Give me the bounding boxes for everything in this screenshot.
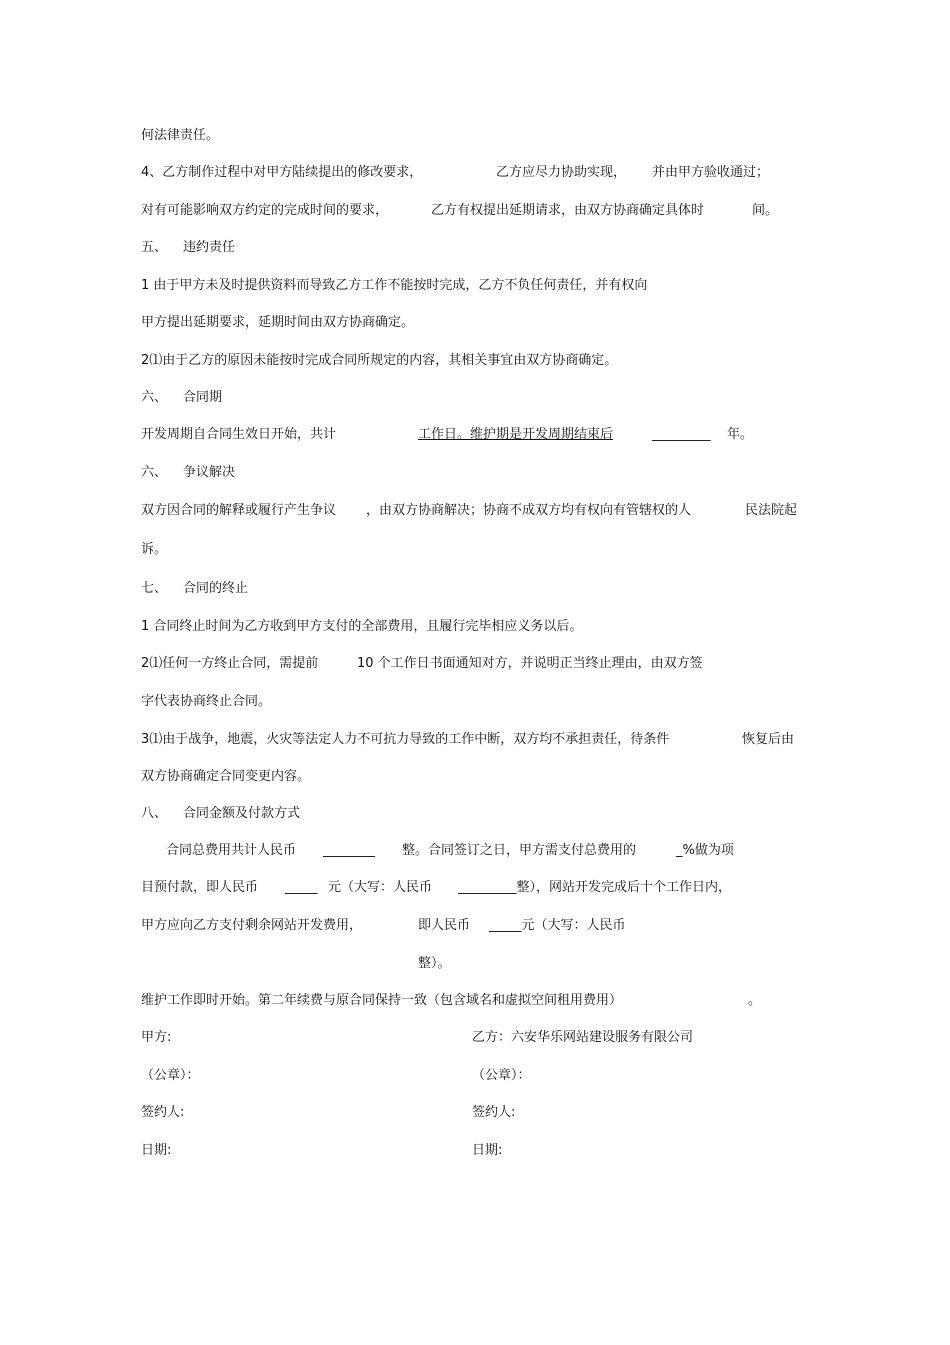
text-line: 甲方提出延期要求，延期时间由双方协商确定。: [141, 315, 415, 330]
text-line: 乙方应尽力协助实现，: [496, 165, 627, 180]
text-line: 合同总费用共计人民币: [166, 843, 297, 858]
blank-field: _________: [652, 427, 711, 442]
text-line: 开发周期自合同生效日开始，共计: [141, 427, 337, 442]
text-line: 2⑴任何一方终止合同，需提前: [141, 656, 319, 671]
text-line: 1 合同终止时间为乙方收到甲方支付的全部费用，且履行完毕相应义务以后。: [141, 619, 583, 634]
text-line: 并由甲方验收通过；: [652, 165, 770, 180]
section-title-7: 合同的终止: [183, 581, 249, 596]
section-title-6b: 争议解决: [183, 465, 236, 480]
text-line: ，由双方协商解决；协商不成双方均有权向有管辖权的人: [366, 503, 692, 518]
party-b-label: 乙方：六安华乐网站建设服务有限公司: [472, 1030, 694, 1045]
text-line: 字代表协商终止合同。: [141, 694, 272, 709]
section-heading-5: 五、: [141, 240, 168, 255]
blank-field: _____: [285, 880, 318, 895]
text-line: 年。: [727, 427, 754, 442]
date-b-label: 日期:: [472, 1143, 503, 1158]
section-heading-6b: 六、: [141, 465, 168, 480]
text-line: 3⑴由于战争，地震，火灾等法定人力不可抗力导致的工作中断，双方均不承担责任，待条件: [141, 732, 670, 747]
text-line: 4、乙方制作过程中对甲方陆续提出的修改要求，: [141, 165, 423, 180]
section-heading-6: 六、: [141, 390, 168, 405]
signer-b-label: 签约人:: [472, 1105, 516, 1120]
text-line: 目预付款，即人民币: [141, 880, 259, 895]
text-line: 维护工作即时开始。第二年续费与原合同保持一致（包含域名和虚拟空间租用费用）: [141, 993, 623, 1008]
text-line: 恢复后由: [742, 732, 795, 747]
section-title-5: 违约责任: [183, 240, 236, 255]
text-line: 何法律责任。: [141, 128, 220, 143]
text-line: _________整），网站开发完成后十个工作日内，: [458, 880, 732, 895]
text-line: 1 由于甲方未及时提供资料而导致乙方工作不能按时完成，乙方不负任何责任，并有权向: [141, 278, 648, 293]
text-line: 双方协商确定合同变更内容。: [141, 769, 311, 784]
section-heading-8: 八、: [141, 806, 168, 821]
section-heading-7: 七、: [141, 581, 168, 596]
seal-a-label: （公章）：: [141, 1068, 200, 1083]
text-line: 整。合同签订之日，甲方需支付总费用的: [402, 843, 637, 858]
text-line: 双方因合同的解释或履行产生争议: [141, 503, 337, 518]
text-line: _____元（大写：人民币: [489, 918, 626, 933]
text-line: _%做为项: [676, 843, 734, 858]
party-a-label: 甲方:: [141, 1030, 172, 1045]
text-line: 整）。: [418, 956, 451, 971]
text-line: 元（大写：人民币: [328, 880, 433, 895]
signer-a-label: 签约人:: [141, 1105, 185, 1120]
text-line: 民法院起: [745, 503, 798, 518]
section-title-6: 合同期: [183, 390, 223, 405]
text-line: 工作日。维护期是开发周期结束后: [418, 427, 614, 442]
text-line: 10 个工作日书面通知对方，并说明正当终止理由，由双方签: [357, 656, 703, 671]
text-line: 即人民币: [418, 918, 471, 933]
text-line: 间。: [752, 203, 779, 218]
date-a-label: 日期:: [141, 1143, 172, 1158]
text-line: 对有可能影响双方约定的完成时间的要求，: [141, 203, 389, 218]
text-line: 诉。: [141, 542, 168, 557]
text-line: 。: [748, 993, 762, 1008]
blank-field: ________: [323, 843, 375, 858]
text-line: 甲方应向乙方支付剩余网站开发费用，: [141, 918, 363, 933]
text-line: 乙方有权提出延期请求，由双方协商确定具体时: [431, 203, 705, 218]
text-line: 2⑴由于乙方的原因未能按时完成合同所规定的内容，其相关事宜由双方协商确定。: [141, 353, 618, 368]
section-title-8: 合同金额及付款方式: [183, 806, 301, 821]
seal-b-label: （公章）：: [472, 1068, 531, 1083]
